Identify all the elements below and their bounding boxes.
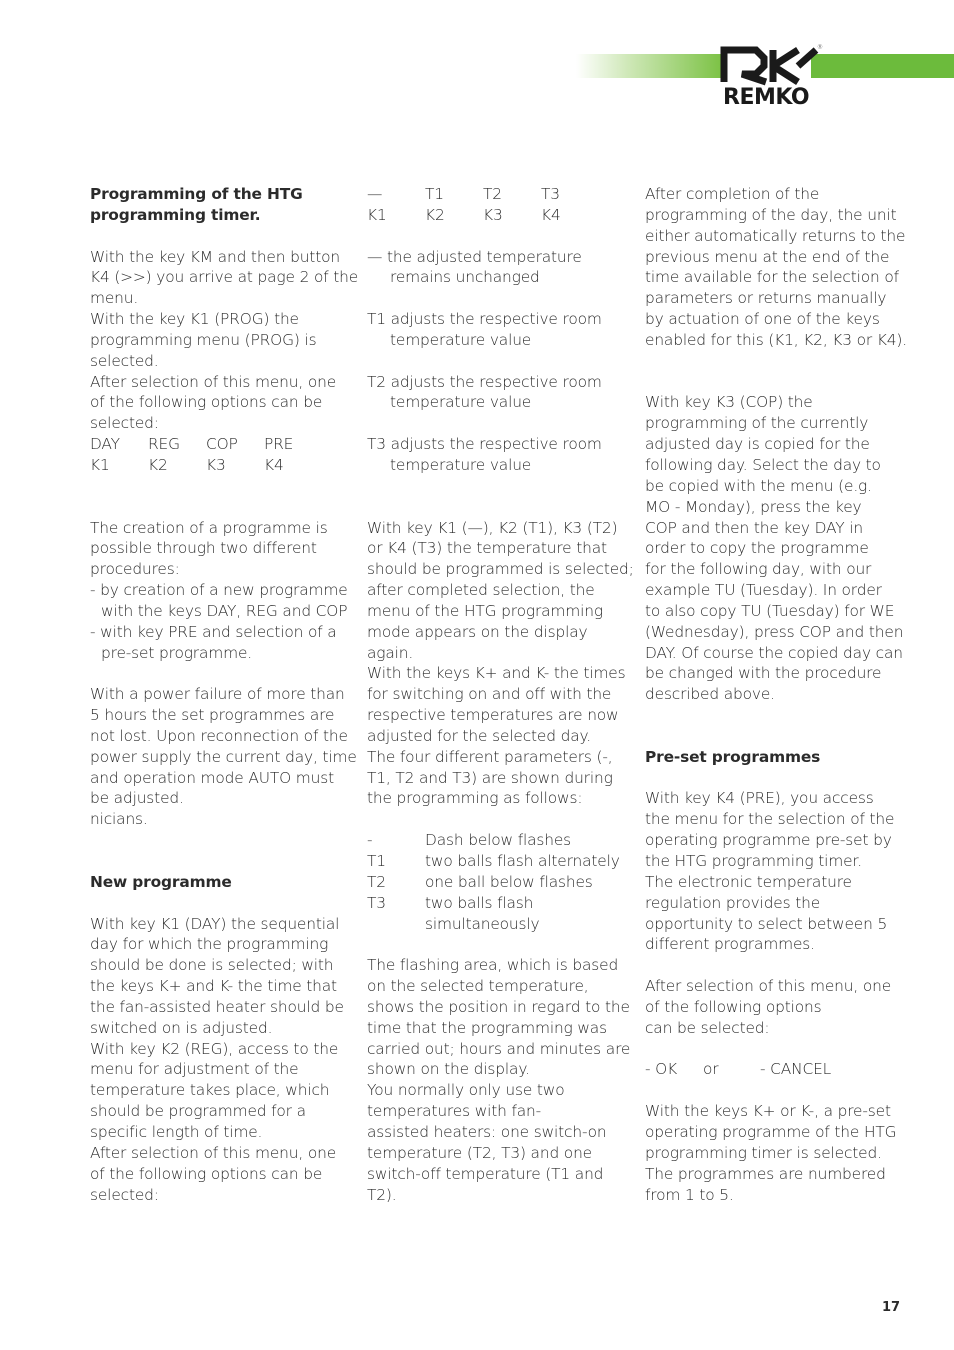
flash-row: T2 one ball below flashes (367, 872, 593, 891)
paragraph: With the keys K+ or K-, a pre-set operating programme of the HTG programming timer is selected. The programmes are numbered from 1 to 5. (645, 1102, 897, 1204)
page-number: 17 (882, 1300, 901, 1315)
paragraph: After selection of this menu, one of the following options can be selected: (645, 977, 892, 1037)
column-1 (90, 184, 359, 1205)
paragraph: With key K1 (DAY) the sequential day for which the programming should be done is selected; with the keys K+ and K- the time that the fan-assisted heater should be switched on is adjusted. With key K2 (REG), access to the menu for adjustment of the temperature takes place, which should be programmed for a specific length of time. After selection of this menu, one of the following options can be selected: (90, 914, 344, 1204)
paragraph: With a power failure of more than 5 hours the set programmes are not lost. Upon reconnection of the power supply the current day, time and operation mode AUTO must be adjusted. nicians. (90, 685, 357, 829)
section-heading: programming timer. (90, 205, 261, 224)
flash-row: T1 two balls flash alternately (367, 852, 620, 870)
registered-mark: ® (817, 44, 823, 51)
paragraph: With the key KM and then button K4 (>>) you arrive at page 2 of the menu. With the key K1 (PROG) the programming menu (PROG) is selected. After selection of this menu, one of the following options can be selected: (90, 247, 359, 433)
flash-table (367, 830, 629, 934)
rk-emblem (724, 50, 816, 82)
temperature-row: — T1 T2 T3 (367, 185, 560, 203)
paragraph: With key K4 (PRE), you access the menu for the selection of the operating programme pre-set by the HTG programming timer. The electronic temperature regulation provides the opportunity to select between 5 different programmes. (645, 789, 895, 954)
section-heading: New programme (90, 872, 232, 891)
list-item: - by creation of a new programme (90, 581, 348, 600)
green-banner-right (811, 54, 954, 78)
green-banner (576, 54, 724, 78)
column-3 (645, 184, 917, 1205)
flash-row: - Dash below flashes (367, 831, 572, 850)
paragraph: With key K3 (COP) the programming of the currently adjusted day is copied for the following day. Select the day to be copied with the menu (e.g. MO - Monday), press the key COP and then the key DAY in order to copy the programme for the following day, with our example TU (Tuesday). In order to also copy TU (Tuesday) for WE (Wednesday), press COP and then DAY. Of course the copied day can be changed with the procedure described above. (645, 393, 904, 704)
paragraph: With key K1 (—), K2 (T1), K3 (T2) or K4 (T3) the temperature that should be programmed is selected; after completed selection, the menu of the HTG programming mode appears on the display again. With the keys K+ and K- the times for switching on and off with the respective temperatures are now adjusted for the selected day. The four different parameters (-, T1, T2 and T3) are shown during the programming as follows: (367, 518, 634, 808)
ok-cancel-options: - OK or - CANCEL (645, 1060, 832, 1079)
list-item: - with key PRE and selection of a (90, 622, 337, 641)
column-2: — T1 T2 T3 K1 K2 K3 K4 — the adjusted temperature remains unchanged T1 adjusts the respective room temperature value T2 adjusts the respective room temperature value T3 adjusts the respective room temperature value With key K1 (—), K2 (T1), K3 (T2) or K4 (T3) the temperature that should be programmed is selected; after completed selection, the menu of the HTG programming mode appears on the display again. With the keys K+ and K- the times for switching on and off with the respective temperatures are now adjusted for the selected day. The four different parameters (-, T1, T2 and T3) are shown during the programming as follows: - Dash below flashes T1 two balls flash alternately T2 one ball below flashes T3 two balls flash simultaneously The flashing area, which is based on the selected temperature, shows the position in regard to the time that the programming was carried out; hours and minutes are shown on the display. You normally only use two temperatures with fan- assisted heaters: one switch-on temperature (T2, T3) and one switch-off temperature (T1 and T2). (367, 185, 634, 1204)
definition: T1 adjusts the respective room (367, 310, 602, 329)
remko-logo (576, 40, 954, 110)
keys-row: K1 K2 K3 K4 (90, 455, 284, 474)
section-heading: Pre-set programmes (645, 747, 821, 766)
paragraph: The flashing area, which is based on the selected temperature, shows the position in regard to the time that the programming was carried out; hours and minutes are shown on the display. You normally only use two temperatures with fan- assisted heaters: one switch-on temperature (T2, T3) and one switch-off temperature (T1 and T2). (367, 956, 631, 1204)
keys-row: K1 K2 K3 K4 (367, 205, 561, 224)
definition: T2 adjusts the respective room (367, 372, 602, 391)
flash-row: T3 two balls flash (367, 893, 534, 912)
brand-name: REMKO (723, 85, 810, 110)
paragraph: After completion of the programming of the day, the unit either automatically returns to the previous menu at the end of the time available for the selection of parameters or returns manually by actuation of one of the keys enabled for this (K1, K2, K3 or K4). (645, 185, 907, 349)
section-heading: Programming of the HTG (90, 185, 303, 203)
paragraph: The creation of a programme is possible through two different procedures: - by creation of a new programme with the keys DAY, REG and COP - with key PRE and selection of a pre-set programme. (90, 518, 352, 664)
flash-row: simultaneously (425, 914, 540, 933)
options-row: DAY REG COP PRE (90, 435, 294, 454)
definition: — the adjusted temperature (367, 247, 582, 266)
definition: T3 adjusts the respective room (367, 435, 602, 454)
